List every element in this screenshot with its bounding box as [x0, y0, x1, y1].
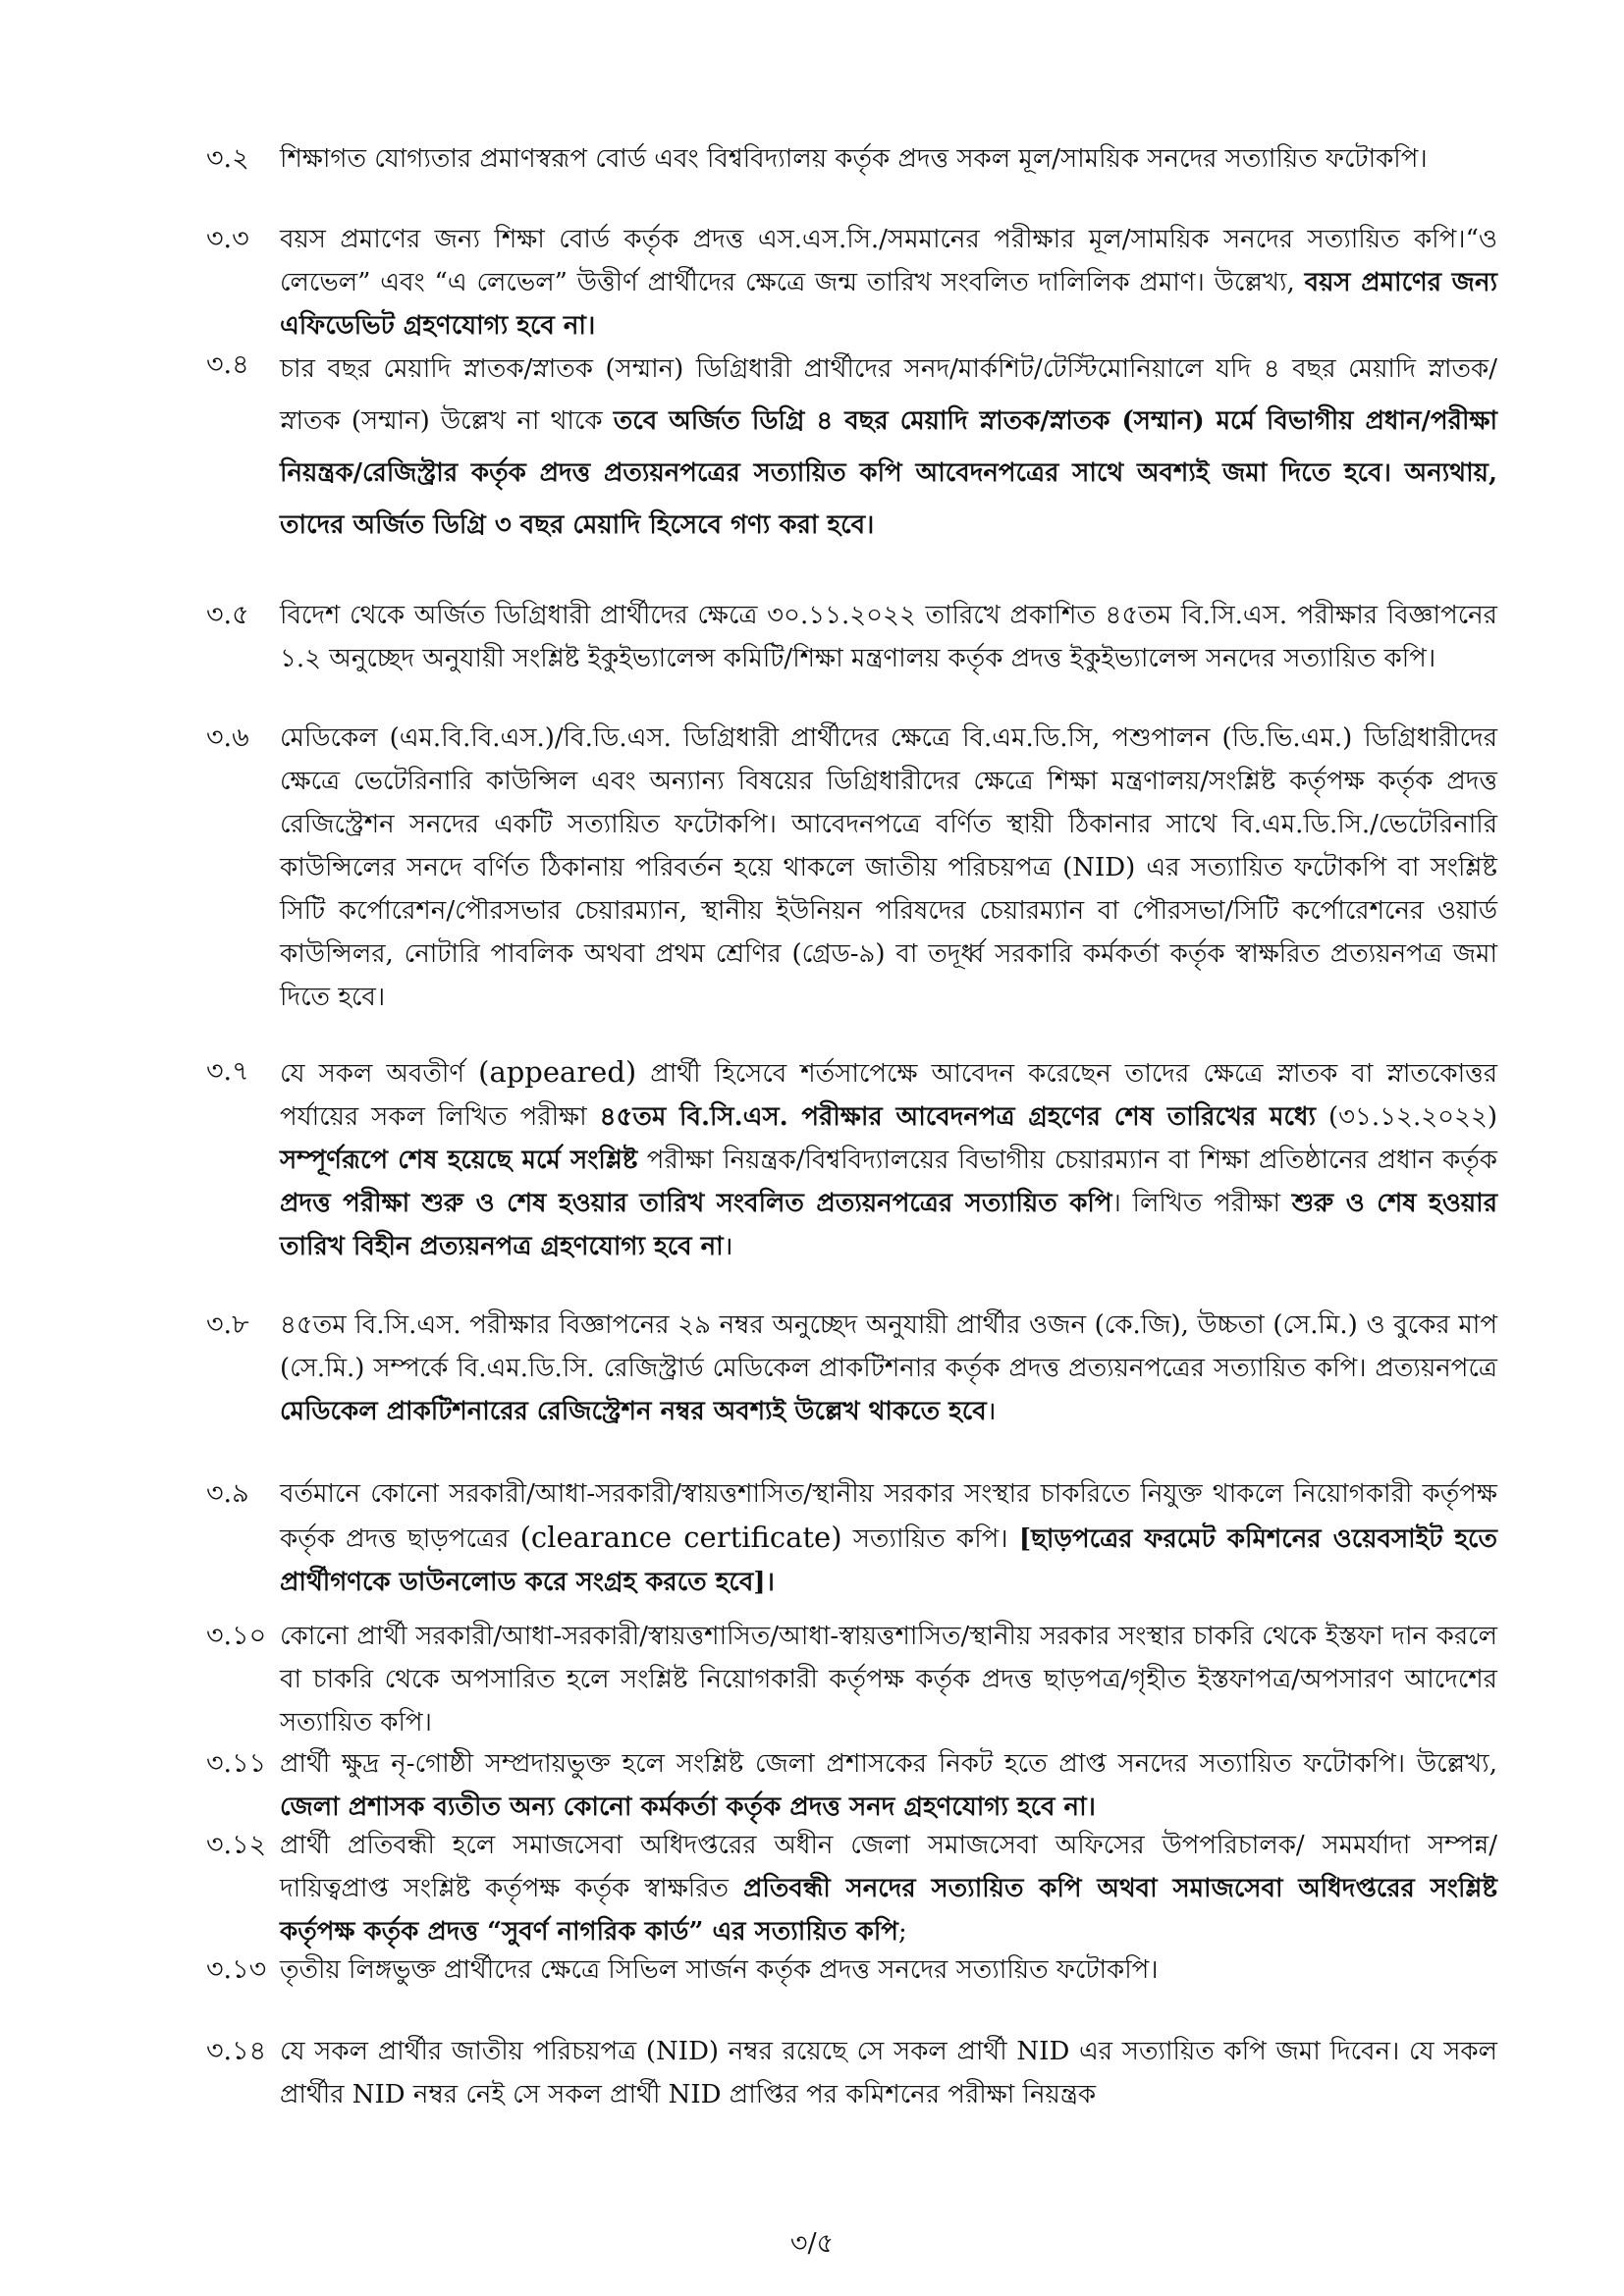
item-number: ৩.৪: [206, 349, 249, 380]
list-item: [206, 1949, 1497, 1992]
text-run: সত্যায়িত কপি।: [841, 1524, 1019, 1554]
item-text: [280, 1824, 1497, 1953]
item-text: [280, 2030, 1497, 2116]
list-item: [206, 1304, 1497, 1433]
bold-text-run: তবে অর্জিত ডিগ্রি ৪ বছর মেয়াদি স্নাতক/স্নাতক (সম্মান) মর্মে বিভাগীয় প্রধান/পরীক্ষা নিয়ন্ত্রক/রেজিস্ট্রার কর্তৃক প্রদত্ত প্রত্যয়নপত্রের সত্যায়িত কপি আবেদনপত্রের সাথে অবশ্যই জমা দিতে হবে। অন্যথায়, তাদের অর্জিত ডিগ্রি ৩ বছর মেয়াদি হিসেবে গণ্য করা হবে।: [280, 406, 1497, 540]
item-number: ৩.৩: [206, 224, 249, 254]
text-run: কোনো প্রার্থী সরকারী/আধা-সরকারী/স্বায়ত্তশাসিত/আধা-স্বায়ত্তশাসিত/স্থানীয় সরকার সংস্থার চাকরি থেকে ইস্তফা দান করলে বা চাকরি থেকে অপসারিত হলে সংশ্লিষ্ট নিয়োগকারী কর্তৃপক্ষ কর্তৃক প্রদত্ত ছাড়পত্র/গৃহীত ইস্তফাপত্র/অপসারণ আদেশের সত্যায়িত কপি।: [280, 1622, 1497, 1737]
text-run: বয়স প্রমাণের জন্য শিক্ষা বোর্ড কর্তৃক প্রদত্ত এস.এস.সি./সমমানের পরীক্ষার মূল/সাময়িক সনদের সত্যায়িত কপি।“ও লেভেল” এবং “এ লেভেল” উত্তীর্ণ প্রার্থীদের ক্ষেত্রে জন্ম তারিখ সংবলিত দালিলিক প্রমাণ। উল্লেখ্য,: [280, 225, 1497, 297]
bold-text-run: মেডিকেল প্রাকটিশনারের রেজিস্ট্রেশন নম্বর অবশ্যই উল্লেখ থাকতে হবে: [280, 1397, 987, 1426]
text-run: (clearance certificate): [519, 1521, 842, 1554]
text-run: তৃতীয় লিঙ্গভুক্ত প্রার্থীদের ক্ষেত্রে সিভিল সার্জন কর্তৃক প্রদত্ত সনদের সত্যায়িত ফটোকপি।: [280, 1955, 1159, 1985]
list-item: [206, 218, 1497, 347]
text-run: যে সকল অবতীর্ণ: [280, 1059, 479, 1089]
item-number: ৩.৭: [206, 1056, 249, 1087]
item-number: ৩.৫: [206, 600, 249, 630]
item-number: ৩.৯: [206, 1478, 249, 1509]
item-text: [280, 1742, 1497, 1829]
bold-text-run: প্রতিবন্ধী সনদের সত্যায়িত কপি অথবা সমাজসেবা অধিদপ্তরের সংশ্লিষ্ট কর্তৃপক্ষ কর্তৃক প্রদত্ত “সুবর্ণ নাগরিক কার্ড” এর সত্যায়িত কপি: [280, 1874, 1497, 1947]
item-text: [280, 1615, 1497, 1744]
text-run: চার বছর মেয়াদি স্নাতক/স্নাতক (সম্মান) ডিগ্রিধারী প্রার্থীদের সনদ/মার্কশিট/টেস্টিমোনিয়ালে যদি ৪ বছর মেয়াদি স্নাতক/স্নাতক (সম্মান) উল্লেখ না থাকে: [280, 354, 1497, 436]
list-item: [206, 137, 1497, 181]
bold-text-run: জেলা প্রশাসক ব্যতীত অন্য কোনো কর্মকর্তা কর্তৃক প্রদত্ত সনদ গ্রহণযোগ্য হবে না।: [280, 1792, 1096, 1822]
item-number: ৩.১৩: [206, 1954, 267, 1985]
item-text: [280, 1050, 1497, 1268]
text-run: ;: [897, 1917, 907, 1947]
text-run: প্রার্থী হিসেবে শর্তসাপেক্ষে আবেদন করেছেন তাদের ক্ষেত্রে স্নাতক বা স্নাতকোত্তর পর্যায়ের সকল লিখিত পরীক্ষা: [280, 1059, 1498, 1132]
item-text: [280, 1472, 1497, 1604]
text-run: পরীক্ষা নিয়ন্ত্রক/বিশ্ববিদ্যালয়ের বিভাগীয় চেয়ারম্যান বা শিক্ষা প্রতিষ্ঠানের প্রধান কর্তৃক: [637, 1146, 1498, 1175]
bold-text-run: শুরু ও শেষ হওয়ার তারিখ বিহীন প্রত্যয়নপত্র গ্রহণযোগ্য হবে না: [280, 1189, 1497, 1261]
bold-text-run: বয়স প্রমাণের জন্য এফিডেভিট গ্রহণযোগ্য হবে না।: [280, 268, 1497, 341]
text-run: (৩১.১২.২০২২): [1316, 1102, 1497, 1132]
item-text: [280, 1949, 1497, 1992]
item-text: [280, 594, 1497, 680]
item-number: ৩.৮: [206, 1309, 249, 1340]
item-text: [280, 137, 1497, 181]
text-run: । লিখিত পরীক্ষা: [1111, 1189, 1292, 1218]
text-run: প্রার্থী প্রতিবন্ধী হলে সমাজসেবা অধিদপ্তরের অধীন জেলা সমাজসেবা অফিসের উপপরিচালক/ সমমর্যাদা সম্পন্ন/দায়িত্বপ্রাপ্ত সংশ্লিষ্ট কর্তৃপক্ষ কর্তৃক স্বাক্ষরিত: [280, 1831, 1497, 1903]
list-item: [206, 594, 1497, 680]
bold-text-run: [ছাড়পত্রের ফরমেট কমিশনের ওয়েবসাইট হতে প্রার্থীগণকে ডাউনলোড করে সংগ্রহ করতে হবে]।: [280, 1524, 1498, 1597]
text-run: মেডিকেল (এম.বি.বি.এস.)/বি.ডি.এস. ডিগ্রিধারী প্রার্থীদের ক্ষেত্রে বি.এম.ডি.সি, পশুপালন (ডি.ভি.এম.) ডিগ্রিধারীদের ক্ষেত্রে ভেটেরিনারি কাউন্সিল এবং অন্যান্য বিষয়ের ডিগ্রিধারীদের ক্ষেত্রে শিক্ষা মন্ত্রণালয়/সংশ্লিষ্ট কর্তৃপক্ষ কর্তৃক প্রদত্ত রেজিস্ট্রেশন সনদের একটি সত্যায়িত ফটোকপি। আবেদনপত্রে বর্ণিত স্থায়ী ঠিকানার সাথে বি.এম.ডি.সি./ভেটেরিনারি কাউন্সিলের সনদে বর্ণিত ঠিকানায় পরিবর্তন হয়ে থাকলে জাতীয় পরিচয়পত্র (NID) এর সত্যায়িত ফটোকপি বা সংশ্লিষ্ট সিটি কর্পোরেশন/পৌরসভার চেয়ারম্যান, স্থানীয় ইউনিয়ন পরিষদের চেয়ারম্যান বা পৌরসভা/সিটি কর্পোরেশনের ওয়ার্ড কাউন্সিলর, নোটারি পাবলিক অথবা প্রথম শ্রেণির (গ্রেড-৯) বা তদূর্ধ্ব সরকারি কর্মকর্তা কর্তৃক স্বাক্ষরিত প্রত্যয়নপত্র জমা দিতে হবে।: [280, 723, 1497, 1012]
item-number: ৩.১৪: [206, 2036, 267, 2066]
page-number: ৩/৫: [789, 2228, 835, 2259]
bold-text-run: সম্পূর্ণরূপে শেষ হয়েছে মর্মে সংশ্লিষ্ট: [280, 1146, 638, 1175]
item-number: ৩.১২: [206, 1830, 267, 1860]
item-number: ৩.৬: [206, 722, 249, 753]
item-number: ৩.১১: [206, 1748, 267, 1779]
item-number: ৩.১০: [206, 1621, 267, 1651]
bold-text-run: ৪৫তম বি.সি.এস. পরীক্ষার আবেদনপত্র গ্রহণের শেষ তারিখের মধ্যে: [599, 1102, 1317, 1132]
text-run: যে সকল প্রার্থীর জাতীয় পরিচয়পত্র (NID) নম্বর রয়েছে সে সকল প্রার্থী NID এর সত্যায়িত কপি জমা দিবেন। যে সকল প্রার্থীর NID নম্বর নেই সে সকল প্রার্থী NID প্রাপ্তির পর কমিশনের পরীক্ষা নিয়ন্ত্রক: [280, 2037, 1497, 2109]
list-item: [206, 717, 1497, 1019]
text-run: বিদেশ থেকে অর্জিত ডিগ্রিধারী প্রার্থীদের ক্ষেত্রে ৩০.১১.২০২২ তারিখে প্রকাশিত ৪৫তম বি.সি.এস. পরীক্ষার বিজ্ঞাপনের ১.২ অনুচ্ছেদ অনুযায়ী সংশ্লিষ্ট ইকুইভ্যালেন্স কমিটি/শিক্ষা মন্ত্রণালয় কর্তৃক প্রদত্ত ইকুইভ্যালেন্স সনদের সত্যায়িত কপি।: [280, 601, 1497, 673]
text-run: প্রার্থী ক্ষুদ্র নৃ-গোষ্ঠী সম্প্রদায়ভুক্ত হলে সংশ্লিষ্ট জেলা প্রশাসকের নিকট হতে প্রাপ্ত সনদের সত্যায়িত ফটোকপি। উল্লেখ্য,: [280, 1749, 1497, 1779]
text-run: শিক্ষাগত যোগ্যতার প্রমাণস্বরূপ বোর্ড এবং বিশ্ববিদ্যালয় কর্তৃক প্রদত্ত সকল মূল/সাময়িক সনদের সত্যায়িত ফটোকপি।: [280, 144, 1428, 174]
list-item: [206, 1472, 1498, 1604]
item-number: ৩.২: [206, 143, 249, 174]
list-item: [206, 1824, 1497, 1953]
item-text: [280, 717, 1497, 1019]
text-run: ।: [723, 1232, 733, 1261]
list-item: [206, 344, 1497, 552]
list-item: [206, 1050, 1498, 1268]
list-item: [206, 1742, 1497, 1829]
text-run: (appeared): [478, 1055, 637, 1089]
text-run: বর্তমানে কোনো সরকারী/আধা-সরকারী/স্বায়ত্তশাসিত/স্থানীয় সরকার সংস্থার চাকরিতে নিযুক্ত থাকলে নিয়োগকারী কর্তৃপক্ষ কর্তৃক প্রদত্ত ছাড়পত্রের: [280, 1479, 1497, 1554]
item-text: [280, 1304, 1497, 1433]
list-item: [206, 1615, 1497, 1744]
text-run: ৪৫তম বি.সি.এস. পরীক্ষার বিজ্ঞাপনের ২৯ নম্বর অনুচ্ছেদ অনুযায়ী প্রার্থীর ওজন (কে.জি), উচ্চতা (সে.মি.) ও বুকের মাপ (সে.মি.) সম্পর্কে বি.এম.ডি.সি. রেজিস্ট্রার্ড মেডিকেল প্রাকটিশনার কর্তৃক প্রদত্ত প্রত্যয়নপত্রের সত্যায়িত কপি। প্রত্যয়নপত্রে: [280, 1310, 1497, 1383]
bold-text-run: প্রদত্ত পরীক্ষা শুরু ও শেষ হওয়ার তারিখ সংবলিত প্রত্যয়নপত্রের সত্যায়িত কপি: [280, 1189, 1112, 1218]
item-text: [280, 344, 1497, 552]
text-run: ।: [986, 1397, 997, 1426]
list-item: [206, 2030, 1497, 2116]
item-text: [280, 218, 1497, 347]
